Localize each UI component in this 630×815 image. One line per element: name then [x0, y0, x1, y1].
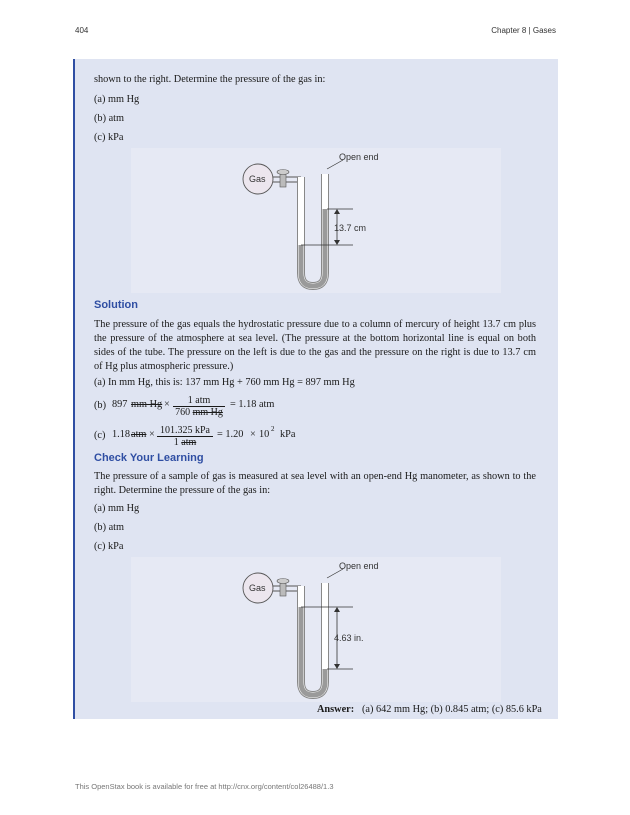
eq-b-times: × [164, 399, 170, 410]
eq-c-result-unit: kPa [280, 429, 296, 440]
open-end-label: Open end [339, 561, 379, 571]
example-part-a: (a) mm Hg [94, 94, 140, 105]
solution-heading: Solution [94, 299, 138, 311]
eq-c-result-pre: = 1.20 [217, 429, 244, 440]
gas-label: Gas [249, 174, 266, 184]
eq-c-label: (c) [94, 430, 106, 441]
eq-c-den-unit: atm [181, 437, 197, 448]
check-part-b: (b) atm [94, 522, 125, 533]
manometer-figure-1 [131, 148, 501, 293]
eq-c-numerator: 101.325 kPa [157, 425, 213, 437]
answer-text: (a) 642 mm Hg; (b) 0.845 atm; (c) 85.6 kPa [362, 704, 542, 715]
manometer-figure-2 [131, 557, 501, 702]
u-tube [301, 583, 325, 695]
eq-c-denominator [157, 437, 213, 448]
valve-handle-icon [277, 170, 289, 175]
chapter-title: Chapter 8 | Gases [491, 26, 556, 35]
example-intro: shown to the right. Determine the pressure of the gas in: [94, 74, 326, 85]
example-part-b: (b) atm [94, 113, 125, 124]
valve-icon [280, 173, 286, 187]
eq-c-result-times: × [250, 429, 256, 440]
solution-part-a: (a) In mm Hg, this is: 137 mm Hg + 760 mm Hg = 897 mm Hg [94, 377, 355, 388]
page-number: 404 [75, 26, 89, 35]
eq-b-result: = 1.18 atm [230, 399, 275, 410]
check-part-c: (c) kPa [94, 541, 124, 552]
height-label: 4.63 in. [334, 633, 364, 643]
eq-c-fraction [157, 425, 213, 448]
eq-c-unit: atm [131, 429, 147, 440]
eq-c-result-exp: 2 [271, 425, 275, 433]
eq-b-fraction [173, 395, 225, 418]
valve-handle-icon [277, 579, 289, 584]
footer-note: This OpenStax book is available for free at http://cnx.org/content/col26488/1.3 [75, 782, 334, 791]
gas-label: Gas [249, 583, 266, 593]
eq-b-unit: mm Hg [131, 399, 163, 410]
valve-icon [280, 582, 286, 596]
equation-b [94, 396, 394, 418]
check-heading: Check Your Learning [94, 452, 204, 464]
eq-c-times: × [149, 429, 155, 440]
check-part-a: (a) mm Hg [94, 503, 140, 514]
eq-b-den-unit: mm Hg [192, 407, 223, 418]
eq-b-label: (b) [94, 400, 107, 411]
eq-c-result-base: 10 [259, 429, 270, 440]
solution-paragraph: The pressure of the gas equals the hydrostatic pressure due to a column of mercury of height 13.7 cm plus the pressure of the atmosphere at sea level. (The pressure at the bottom horizontal line is equal on both sides of the tube. The pressure on the left is due to the gas and the pressure on the right is due to 13.7 cm of Hg plus atmospheric pressure.) [94, 319, 536, 372]
eq-b-den-value: 760 [175, 407, 191, 418]
eq-c-den-value: 1 [173, 437, 179, 448]
u-tube [301, 174, 325, 286]
height-label: 13.7 cm [334, 223, 367, 233]
eq-b-value: 897 [112, 399, 128, 410]
example-part-c: (c) kPa [94, 132, 124, 143]
manometer-diagram-2 [131, 557, 501, 702]
eq-c-value: 1.18 [112, 429, 131, 440]
check-paragraph: The pressure of a sample of gas is measured at sea level with an open-end Hg manometer, as shown to the right. Determine the pressure of the gas in: [94, 471, 536, 496]
eq-b-numerator: 1 atm [173, 395, 225, 407]
answer-label: Answer: [317, 704, 355, 715]
equation-c [94, 425, 394, 447]
open-end-label: Open end [339, 152, 379, 162]
eq-b-denominator [173, 407, 225, 418]
manometer-diagram-1 [131, 148, 501, 293]
